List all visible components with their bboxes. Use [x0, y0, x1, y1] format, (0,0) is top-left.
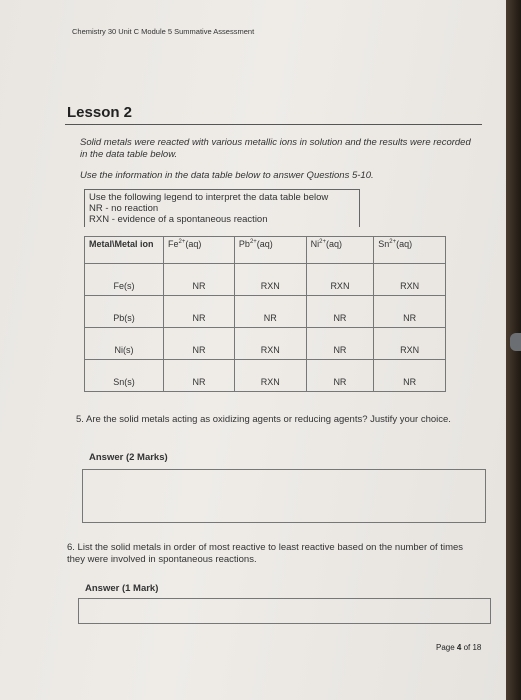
instruction-text: Use the information in the data table below to answer Questions 5-10.	[80, 170, 374, 181]
table-cell: RXN	[234, 360, 306, 392]
question-6: 6. List the solid metals in order of most reactive to least reactive based on the number of times they were involved in spontaneous reactions.	[67, 542, 464, 565]
answer-box-q5[interactable]	[82, 469, 486, 523]
column-header: $Ni^{2+}(aq)$	[306, 237, 374, 264]
table-cell: RXN	[374, 264, 446, 296]
table-row	[85, 328, 446, 360]
column-header: $Fe^{2+}(aq)$	[164, 237, 235, 264]
table-cell: NR	[306, 296, 374, 328]
corner-header: Metal\Metal ion	[85, 237, 164, 264]
table-cell: NR	[234, 296, 306, 328]
table-cell: NR	[374, 296, 446, 328]
question-5: 5. Are the solid metals acting as oxidizing agents or reducing agents? Justify your choice.	[76, 414, 451, 425]
row-label: Ni(s)	[85, 328, 164, 360]
column-header: $Pb^{2+}(aq)$	[234, 237, 306, 264]
table-row	[85, 360, 446, 392]
lesson-title: Lesson 2	[67, 104, 133, 121]
table-row	[85, 264, 446, 296]
table-cell: RXN	[306, 264, 374, 296]
column-header: $Sn^{2+}(aq)$	[374, 237, 446, 264]
table-cell: RXN	[374, 328, 446, 360]
binder-tab	[510, 333, 521, 351]
table-cell: NR	[374, 360, 446, 392]
legend-box	[84, 189, 360, 227]
legend-line: Use the following legend to interpret the data table below	[89, 192, 329, 203]
table-cell: NR	[306, 360, 374, 392]
data-table	[84, 236, 446, 392]
page-number: Page 4 of 18	[436, 643, 482, 652]
legend-line: NR - no reaction	[89, 203, 159, 214]
table-cell: RXN	[234, 328, 306, 360]
intro-text: Solid metals were reacted with various metallic ions in solution and the results were recorded in the data table below.	[80, 137, 471, 160]
table-row	[85, 296, 446, 328]
row-label: Sn(s)	[85, 360, 164, 392]
table-cell: NR	[306, 328, 374, 360]
table-cell: RXN	[234, 264, 306, 296]
legend-line: RXN - evidence of a spontaneous reaction	[89, 214, 268, 225]
answer-label: Answer (1 Mark)	[85, 583, 159, 594]
table-header-row	[85, 237, 446, 264]
desk-background	[506, 0, 521, 700]
page-header: Chemistry 30 Unit C Module 5 Summative Assessment	[72, 27, 255, 36]
table-cell: NR	[164, 360, 235, 392]
table-cell: NR	[164, 296, 235, 328]
row-label: Pb(s)	[85, 296, 164, 328]
table-cell: NR	[164, 328, 235, 360]
divider	[65, 124, 482, 125]
row-label: Fe(s)	[85, 264, 164, 296]
answer-label: Answer (2 Marks)	[89, 452, 168, 463]
answer-box-q6[interactable]	[78, 598, 491, 624]
table-cell: NR	[164, 264, 235, 296]
